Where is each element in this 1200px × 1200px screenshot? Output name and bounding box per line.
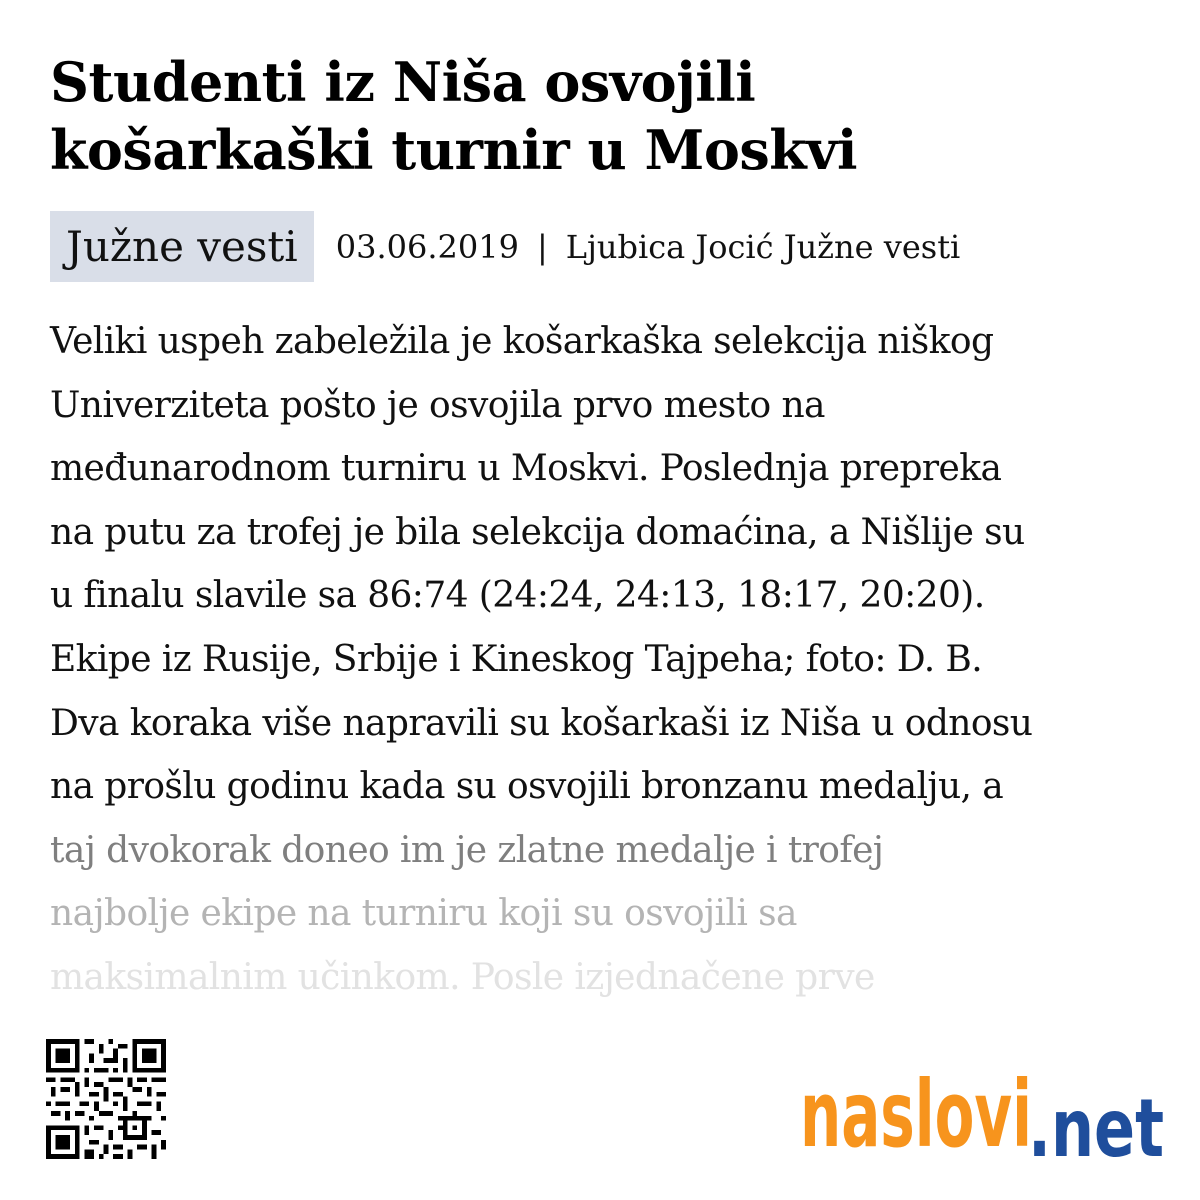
logo-net-text: .net xyxy=(1028,1082,1164,1168)
body-line: Dva koraka više napravili su košarkaši iz Niša u odnosu xyxy=(50,702,1033,744)
body-line-faded: najbolje ekipe na turniru koji su osvojili sa xyxy=(50,893,797,935)
body-line: u finalu slavile sa 86:74 (24:24, 24:13, 18:17, 20:20). xyxy=(50,575,985,617)
article-meta xyxy=(50,211,960,282)
qr-code-icon[interactable] xyxy=(46,1036,166,1162)
body-line-faded: maksimalnim učinkom. Posle izjednačene prve xyxy=(50,956,875,998)
article-body xyxy=(50,310,1170,1010)
source-badge[interactable]: Južne vesti xyxy=(50,211,314,282)
meta-info xyxy=(336,228,961,266)
body-line: na putu za trofej je bila selekcija domaćina, a Nišlije su xyxy=(50,511,1025,553)
body-line: Veliki uspeh zabeležila je košarkaška selekcija niškog xyxy=(50,321,994,362)
headline-line-1: Studenti iz Niša osvojili xyxy=(50,50,756,114)
body-line: Univerziteta pošto je osvojila prvo mesto na xyxy=(50,384,825,426)
body-line: međunarodnom turniru u Moskvi. Poslednja prepreka xyxy=(50,448,1002,490)
body-line-faded: taj dvokorak doneo im je zlatne medalje i trofej xyxy=(50,829,884,871)
meta-separator: | xyxy=(536,227,548,266)
naslovi-net-logo[interactable] xyxy=(800,1058,1166,1168)
photo-caption-line: Ekipe iz Rusije, Srbije i Kineskog Tajpeha; foto: D. B. xyxy=(50,638,983,680)
body-line: na prošlu godinu kada su osvojili bronzanu medalju, a xyxy=(50,766,1004,808)
article-headline xyxy=(50,48,1150,184)
headline-line-2: košarkaški turnir u Moskvi xyxy=(50,118,858,182)
byline: Ljubica Jocić Južne vesti xyxy=(565,227,961,266)
logo-naslovi-text: naslovi xyxy=(800,1061,1032,1168)
publish-date: 03.06.2019 xyxy=(335,227,519,266)
